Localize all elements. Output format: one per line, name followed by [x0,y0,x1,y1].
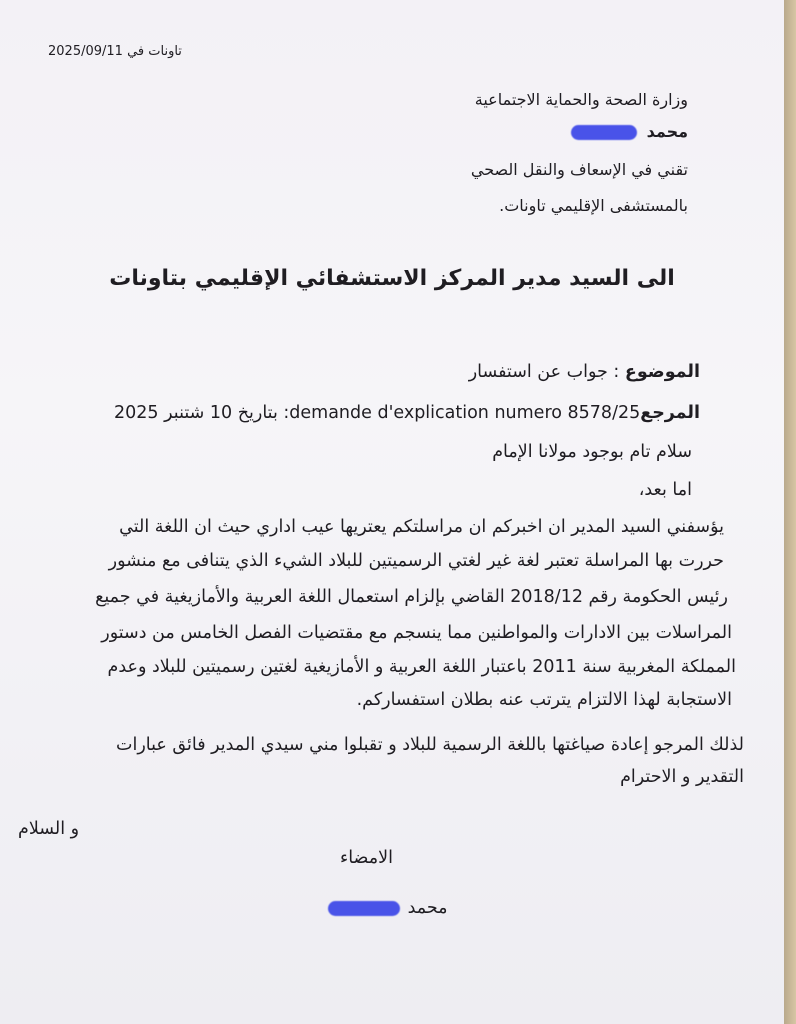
closing-line: لذلك المرجو إعادة صياغتها باللغة الرسمية للبلاد و تقبلوا مني سيدي المدير فائق عبارات [116,735,744,755]
body-line: يؤسفني السيد المدير ان اخبركم ان مراسلتكم يعتريها عيب اداري حيث ان اللغة التي [119,517,724,537]
reference-line [114,403,700,423]
subject-label: الموضوع [624,362,700,382]
sender-first-name: محمد [646,122,688,141]
sender-role: تقني في الإسعاف والنقل الصحي [470,160,688,179]
reference-french: demande d'explication numero 8578/25 [289,403,641,423]
signature-name [328,898,448,918]
sender-workplace: بالمستشفى الإقليمي تاونات. [499,196,688,215]
body-line: رئيس الحكومة رقم 2018/12 القاضي بإلزام استعمال اللغة العربية والأمازيغية في جميع [95,587,728,607]
signature-label: الامضاء [340,848,393,868]
ministry-name: وزارة الصحة والحماية الاجتماعية [474,90,688,109]
salutation: و السلام [18,819,80,839]
greeting: سلام تام بوجود مولانا الإمام [492,442,692,462]
reference-date: : بتاريخ 10 شتنبر 2025 [114,403,290,423]
subject-text: : جواب عن استفسار [468,362,620,382]
redaction-mark [328,901,400,916]
opening: اما بعد، [638,480,692,500]
sender-name [571,122,688,141]
body-line: الاستجابة لهذا الالتزام يترتب عنه بطلان استفساركم. [356,690,732,710]
desk-background [784,0,796,1024]
date-line: تاونات في 2025/09/11 [48,44,182,59]
body-line: المملكة المغربية سنة 2011 باعتبار اللغة العربية و الأمازيغية لغتين رسميتين للبلاد وعدم [107,657,736,677]
closing-line: التقدير و الاحترام [620,767,744,787]
redaction-mark [571,125,637,140]
recipient-heading: الى السيد مدير المركز الاستشفائي الإقليمي بتاونات [109,266,675,291]
body-line: المراسلات بين الادارات والمواطنين مما ينسجم مع مقتضيات الفصل الخامس من دستور [101,623,732,643]
subject-line [469,362,700,382]
body-line: حررت بها المراسلة تعتبر لغة غير لغتي الرسميتين للبلاد الشيء الذي يتنافى مع منشور [108,551,724,571]
reference-label: المرجع [640,403,700,423]
signature-first-name: محمد [407,898,448,918]
